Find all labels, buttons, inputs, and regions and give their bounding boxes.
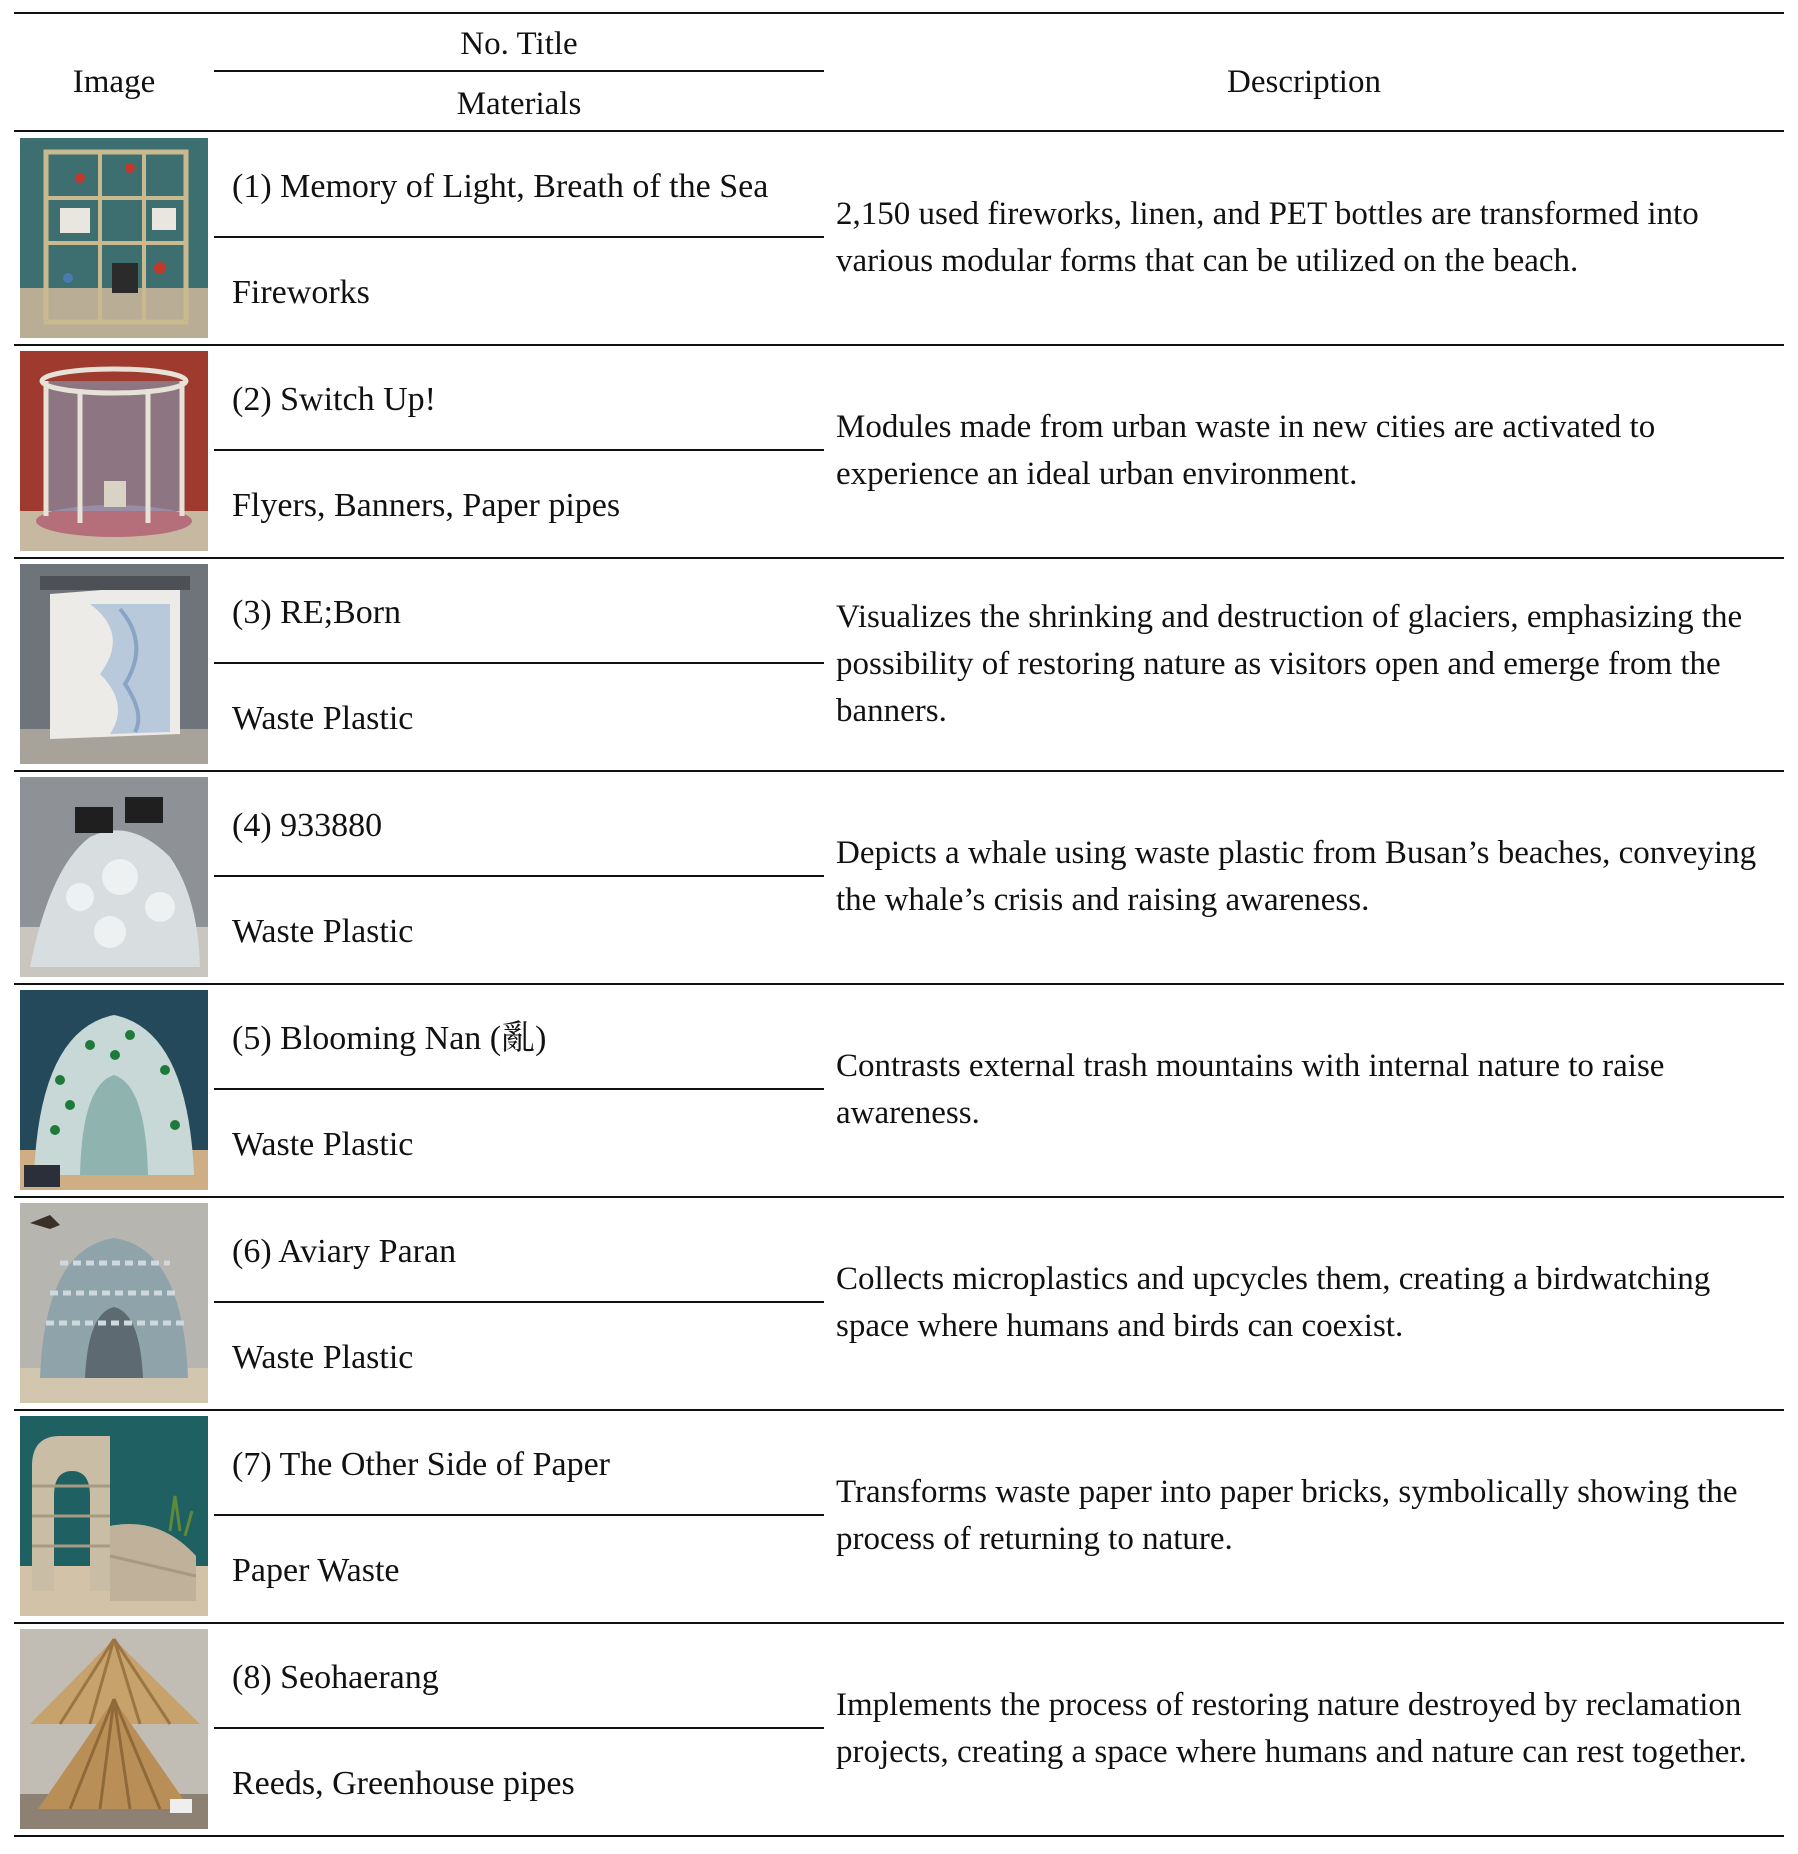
round-pavilion-photo-image — [20, 351, 208, 551]
table-row — [14, 1623, 1784, 1835]
plastic-whale-photo-image — [20, 777, 208, 977]
header-description: Description — [1227, 64, 1381, 100]
table-row — [14, 771, 1784, 983]
row-materials: Waste Plastic — [232, 1339, 414, 1376]
row-title: (6) Aviary Paran — [232, 1233, 457, 1270]
row-mid-rule — [214, 875, 824, 877]
row-mid-rule — [214, 1727, 824, 1729]
row-title: (2) Switch Up! — [232, 381, 436, 418]
row-mid-rule — [214, 1088, 824, 1090]
row-description — [836, 558, 1781, 770]
row-description-text: Visualizes the shrinking and destruction of glaciers, emphasizing the possibility of restoring nature as visitors open and emerge from the banners. — [836, 598, 1743, 729]
row-description — [836, 1623, 1781, 1835]
glacier-box-photo — [20, 564, 208, 764]
row-title: (3) RE;Born — [232, 594, 402, 631]
modular-frame-photo — [20, 138, 208, 338]
reed-hut-photo-image — [20, 1629, 208, 1829]
row-mid-rule — [214, 662, 824, 664]
row-mid-rule — [214, 1301, 824, 1303]
top-rule — [14, 12, 1784, 14]
row-title: (7) The Other Side of Paper — [232, 1446, 610, 1483]
bottle-arch-photo-image — [20, 990, 208, 1190]
bottle-arch-photo — [20, 990, 208, 1190]
row-title: (4) 933880 — [232, 807, 383, 844]
row-title: (1) Memory of Light, Breath of the Sea — [232, 168, 769, 205]
row-description-text: Depicts a whale using waste plastic from Busan’s beaches, conveying the whale’s crisis and raising awareness. — [836, 835, 1757, 918]
header-image: Image — [72, 64, 156, 100]
row-description — [836, 1197, 1781, 1409]
row-description-text: Implements the process of restoring nature destroyed by reclamation projects, creating a space where humans and nature can rest together. — [836, 1687, 1747, 1770]
row-materials: Fireworks — [232, 274, 370, 311]
aviary-dome-photo-image — [20, 1203, 208, 1403]
table-row — [14, 1410, 1784, 1622]
table-row — [14, 345, 1784, 557]
row-description-text: 2,150 used fireworks, linen, and PET bottles are transformed into various modular forms that can be utilized on the beach. — [836, 196, 1699, 279]
row-materials: Paper Waste — [232, 1552, 400, 1589]
row-description — [836, 1410, 1781, 1622]
row-mid-rule — [214, 236, 824, 238]
row-description — [836, 771, 1781, 983]
row-description — [836, 984, 1781, 1196]
row-description — [836, 345, 1781, 557]
paper-brick-arch-photo — [20, 1416, 208, 1616]
reed-hut-photo — [20, 1629, 208, 1829]
paper-brick-arch-photo-image — [20, 1416, 208, 1616]
bottom-rule — [14, 1835, 1784, 1837]
row-materials: Flyers, Banners, Paper pipes — [232, 487, 621, 524]
row-description — [836, 132, 1781, 344]
aviary-dome-photo — [20, 1203, 208, 1403]
row-materials: Reeds, Greenhouse pipes — [232, 1765, 575, 1802]
header-sub-rule — [214, 70, 824, 72]
table-row — [14, 1197, 1784, 1409]
row-mid-rule — [214, 449, 824, 451]
modular-frame-photo-image — [20, 138, 208, 338]
plastic-whale-photo — [20, 777, 208, 977]
table-row — [14, 558, 1784, 770]
row-title: (8) Seohaerang — [232, 1659, 439, 1696]
row-description-text: Contrasts external trash mountains with internal nature to raise awareness. — [836, 1048, 1665, 1131]
row-title: (5) Blooming Nan (亂) — [232, 1020, 547, 1057]
row-description-text: Transforms waste paper into paper bricks, symbolically showing the process of returning to nature. — [836, 1474, 1738, 1557]
glacier-box-photo-image — [20, 564, 208, 764]
header-no-title: No. Title — [460, 26, 578, 62]
header-materials: Materials — [456, 86, 582, 122]
table-row — [14, 984, 1784, 1196]
row-materials: Waste Plastic — [232, 913, 414, 950]
row-description-text: Collects microplastics and upcycles them, creating a birdwatching space where humans and birds can coexist. — [836, 1261, 1711, 1344]
round-pavilion-photo — [20, 351, 208, 551]
table-row — [14, 132, 1784, 344]
row-materials: Waste Plastic — [232, 1126, 414, 1163]
row-materials: Waste Plastic — [232, 700, 414, 737]
row-description-text: Modules made from urban waste in new cities are activated to experience an ideal urban environment. — [836, 409, 1656, 492]
row-mid-rule — [214, 1514, 824, 1516]
